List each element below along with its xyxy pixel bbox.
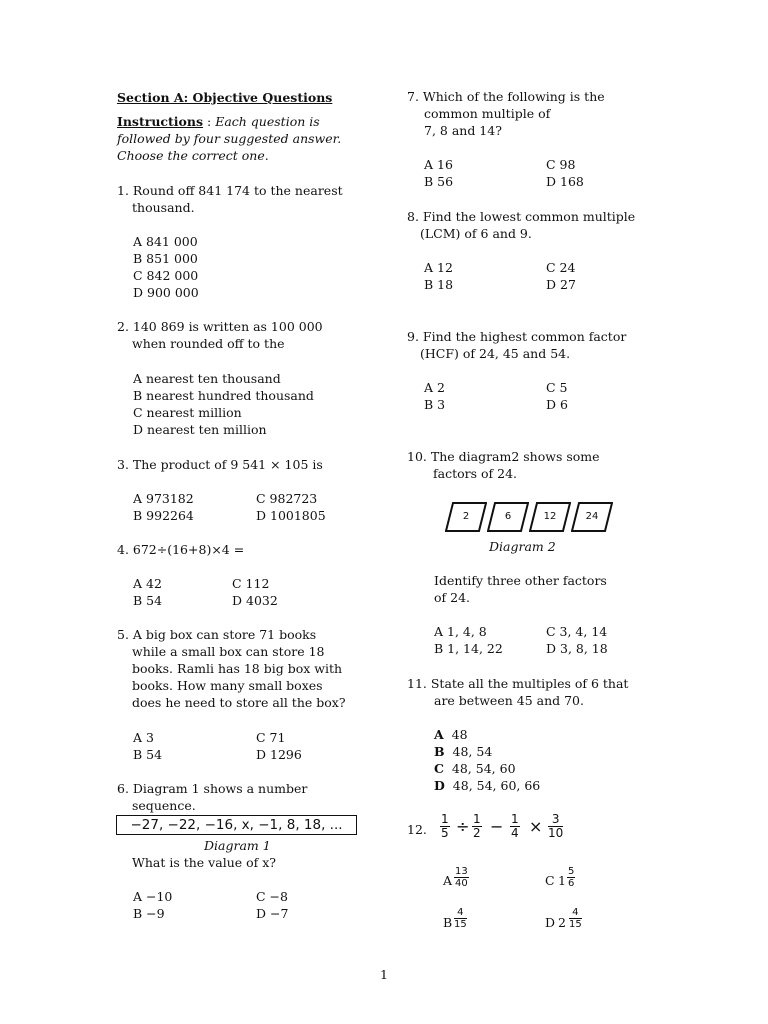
- q12-letter-a: A: [443, 873, 453, 888]
- q12-fraction-3: [510, 813, 520, 840]
- instructions-text-3: Choose the correct one.: [117, 148, 269, 163]
- q4-stem: 4. 672÷(16+8)×4 =: [117, 542, 245, 557]
- q12-option-b-fraction: [454, 907, 467, 930]
- q8-stem-1: 8. Find the lowest common multiple: [407, 209, 636, 224]
- denominator: 5: [441, 826, 449, 840]
- q11-letter-a: A: [434, 727, 444, 742]
- q5-stem-5: does he need to store all the box?: [132, 695, 346, 710]
- q10-stem-2: factors of 24.: [433, 466, 517, 481]
- page-number: 1: [380, 967, 388, 982]
- q7-option-d: D 168: [546, 174, 584, 189]
- factor-box-12: [529, 502, 563, 532]
- q8-option-b: B 18: [424, 277, 454, 292]
- q7-stem-1: 7. Which of the following is the: [407, 89, 605, 104]
- q10-option-c: C 3, 4, 14: [546, 624, 608, 639]
- q3-option-d: D 1001805: [256, 508, 326, 523]
- q9-option-a: A 2: [424, 380, 445, 395]
- numerator: 1: [473, 812, 481, 826]
- q11-option-d: [434, 777, 540, 794]
- q6-option-c: C −8: [256, 889, 288, 904]
- q6-option-b: B −9: [133, 906, 165, 921]
- q12-letter-d: D: [545, 915, 556, 930]
- numerator: 4: [457, 907, 464, 918]
- q10-stem-1: 10. The diagram2 shows some: [407, 449, 600, 464]
- q5-stem-4: books. How many small boxes: [132, 678, 323, 693]
- q1-option-c: C 842 000: [133, 268, 199, 283]
- q5-option-c: C 71: [256, 730, 286, 745]
- q7-option-a: A 16: [424, 157, 453, 172]
- q11-stem-1: 11. State all the multiples of 6 that: [407, 676, 629, 691]
- q6-option-a: A −10: [133, 889, 173, 904]
- q11-value-b: 48, 54: [452, 744, 493, 759]
- factor-value: 2: [462, 511, 470, 522]
- q1-option-b: B 851 000: [133, 251, 198, 266]
- q5-stem-2: while a small box can store 18: [132, 644, 325, 659]
- q8-option-c: C 24: [546, 260, 576, 275]
- q5-option-d: D 1296: [256, 747, 302, 762]
- q11-option-c: [434, 760, 516, 777]
- q10-option-d: D 3, 8, 18: [546, 641, 608, 656]
- numerator: 1: [441, 812, 449, 826]
- factor-value: 6: [504, 511, 512, 522]
- q2-option-b: B nearest hundred thousand: [133, 388, 314, 403]
- q9-option-d: D 6: [546, 397, 568, 412]
- q6-stem-1: 6. Diagram 1 shows a number: [117, 781, 308, 796]
- q9-stem-1: 9. Find the highest common factor: [407, 329, 627, 344]
- denominator: 4: [511, 826, 519, 840]
- q3-option-b: B 992264: [133, 508, 194, 523]
- q3-option-c: C 982723: [256, 491, 318, 506]
- numerator: 4: [572, 907, 579, 918]
- q11-letter-b: B: [434, 744, 445, 759]
- q12-option-c-whole: 1: [558, 873, 566, 888]
- q8-option-d: D 27: [546, 277, 576, 292]
- q5-option-a: A 3: [133, 730, 154, 745]
- q11-stem-2: are between 45 and 70.: [434, 693, 584, 708]
- q6-stem-2: sequence.: [132, 798, 196, 813]
- factor-value: 12: [543, 511, 557, 522]
- denominator: 15: [454, 919, 467, 930]
- diagram-1-caption: Diagram 1: [204, 838, 271, 853]
- numerator: 5: [568, 866, 575, 877]
- q12-option-a-fraction: [454, 866, 469, 889]
- diagram-2-caption: Diagram 2: [489, 539, 556, 554]
- instructions-text-2: followed by four suggested answer.: [117, 131, 342, 146]
- q10-stem-4: of 24.: [434, 590, 471, 605]
- q1-stem-2: thousand.: [132, 200, 195, 215]
- q10-option-a: A 1, 4, 8: [434, 624, 487, 639]
- q4-option-a: A 42: [133, 576, 162, 591]
- q9-option-c: C 5: [546, 380, 568, 395]
- instructions-label: Instructions: [117, 114, 204, 129]
- q12-letter-b: B: [443, 915, 453, 930]
- denominator: 2: [473, 826, 481, 840]
- number-sequence-box: −27, −22, −16, x, −1, 8, 18, ...: [116, 815, 357, 835]
- q3-option-a: A 973182: [133, 491, 194, 506]
- q8-stem-2: (LCM) of 6 and 9.: [420, 226, 532, 241]
- q12-number: 12.: [407, 822, 427, 837]
- multiply-sign: ×: [529, 817, 543, 836]
- q4-option-d: D 4032: [232, 593, 278, 608]
- q4-option-b: B 54: [133, 593, 163, 608]
- q2-stem-1: 2. 140 869 is written as 100 000: [117, 319, 323, 334]
- denominator: 10: [548, 826, 564, 840]
- divide-sign: ÷: [456, 817, 470, 836]
- q11-value-d: 48, 54, 60, 66: [452, 778, 541, 793]
- q12-fraction-1: [440, 813, 450, 840]
- factor-box-24: [571, 502, 605, 532]
- q12-option-c-fraction: [567, 866, 575, 889]
- q10-stem-3: Identify three other factors: [434, 573, 607, 588]
- q3-stem: 3. The product of 9 541 × 105 is: [117, 457, 323, 472]
- q5-stem-3: books. Ramli has 18 big box with: [132, 661, 343, 676]
- q6-stem-3: What is the value of x?: [132, 855, 276, 870]
- numerator: 1: [511, 812, 519, 826]
- q11-value-c: 48, 54, 60: [451, 761, 516, 776]
- q7-option-c: C 98: [546, 157, 576, 172]
- numerator: 13: [455, 866, 468, 877]
- denominator: 6: [568, 878, 575, 889]
- q7-stem-3: 7, 8 and 14?: [424, 123, 502, 138]
- q1-option-d: D 900 000: [133, 285, 199, 300]
- q7-option-b: B 56: [424, 174, 454, 189]
- instructions-line1: [117, 113, 320, 130]
- q8-option-a: A 12: [424, 260, 453, 275]
- q1-stem-1: 1. Round off 841 174 to the nearest: [117, 183, 343, 198]
- instructions-text-1: Each question is: [215, 114, 320, 129]
- q2-option-a: A nearest ten thousand: [133, 371, 281, 386]
- instructions-sep: :: [203, 114, 212, 129]
- section-title: Section A: Objective Questions: [117, 90, 333, 105]
- q4-option-c: C 112: [232, 576, 270, 591]
- q11-option-a: [434, 726, 468, 743]
- factor-box-2: [445, 502, 479, 532]
- q9-option-b: B 3: [424, 397, 446, 412]
- q2-option-d: D nearest ten million: [133, 422, 267, 437]
- minus-sign: −: [490, 817, 504, 836]
- q5-option-b: B 54: [133, 747, 163, 762]
- q10-option-b: B 1, 14, 22: [434, 641, 503, 656]
- factor-box-6: [487, 502, 521, 532]
- q11-option-b: [434, 743, 492, 760]
- q9-stem-2: (HCF) of 24, 45 and 54.: [420, 346, 571, 361]
- numerator: 3: [551, 812, 560, 826]
- q11-letter-c: C: [434, 761, 444, 776]
- denominator: 40: [455, 878, 468, 889]
- factor-value: 24: [585, 511, 599, 522]
- q6-option-d: D −7: [256, 906, 289, 921]
- q5-stem-1: 5. A big box can store 71 books: [117, 627, 317, 642]
- q12-fraction-2: [472, 813, 482, 840]
- denominator: 15: [569, 919, 582, 930]
- q2-option-c: C nearest million: [133, 405, 242, 420]
- q12-letter-c: C: [545, 873, 555, 888]
- q1-option-a: A 841 000: [133, 234, 198, 249]
- q11-value-a: 48: [451, 727, 468, 742]
- q7-stem-2: common multiple of: [424, 106, 551, 121]
- q11-letter-d: D: [434, 778, 445, 793]
- q12-fraction-4: [548, 813, 563, 840]
- q2-stem-2: when rounded off to the: [132, 336, 285, 351]
- q12-option-d-whole: 2: [558, 915, 566, 930]
- q12-option-d-fraction: [569, 907, 582, 930]
